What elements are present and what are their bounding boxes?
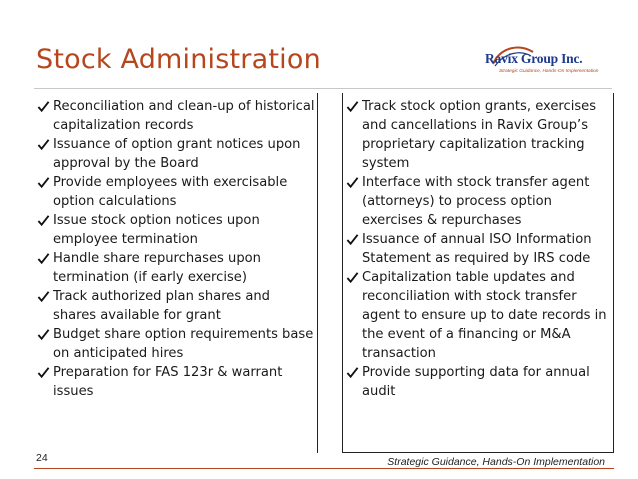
list-item xyxy=(36,287,317,325)
checkmark-icon xyxy=(346,176,359,189)
checkmark-icon xyxy=(37,252,50,265)
list-item xyxy=(36,211,317,249)
list-item xyxy=(36,363,317,401)
checkmark-icon xyxy=(37,214,50,227)
list-item-text: Capitalization table updates and reconciliation with stock transfer agent to ensure up to date records in the event of a financing or M&A transaction xyxy=(362,270,607,361)
logo-name: Ravix Group Inc. xyxy=(485,51,583,66)
bottom-divider xyxy=(34,468,614,469)
list-item-text: Reconciliation and clean-up of historical capitalization records xyxy=(53,99,315,133)
checkmark-icon xyxy=(37,328,50,341)
slide-title: Stock Administration xyxy=(36,44,321,75)
checkmark-icon xyxy=(346,233,359,246)
list-item xyxy=(36,249,317,287)
list-item xyxy=(345,173,607,230)
list-item xyxy=(345,230,607,268)
checkmark-icon xyxy=(37,138,50,151)
checkmark-icon xyxy=(37,176,50,189)
checkmark-icon xyxy=(37,100,50,113)
right-list xyxy=(343,93,613,401)
checkmark-icon xyxy=(37,366,50,379)
list-item-text: Track authorized plan shares and shares available for grant xyxy=(53,289,270,323)
list-item-text: Issuance of option grant notices upon approval by the Board xyxy=(53,137,301,171)
checkmark-icon xyxy=(346,100,359,113)
list-item-text: Track stock option grants, exercises and cancellations in Ravix Group’s proprietary capitalization tracking system xyxy=(362,99,597,171)
checkmark-icon xyxy=(37,290,50,303)
checkmark-icon xyxy=(346,366,359,379)
list-item-text: Handle share repurchases upon termination (if early exercise) xyxy=(53,251,261,285)
list-item xyxy=(345,268,607,363)
company-logo xyxy=(477,38,623,78)
list-item-text: Issuance of annual ISO Information Statement as required by IRS code xyxy=(362,232,592,266)
list-item xyxy=(36,173,317,211)
list-item xyxy=(36,325,317,363)
logo-tagline: Strategic Guidance, Hands-On Implementation xyxy=(499,69,599,74)
list-item-text: Provide supporting data for annual audit xyxy=(362,365,590,399)
page-number: 24 xyxy=(36,452,48,464)
left-column xyxy=(34,93,318,453)
list-item xyxy=(345,363,607,401)
list-item-text: Issue stock option notices upon employee termination xyxy=(53,213,260,247)
list-item-text: Preparation for FAS 123r & warrant issues xyxy=(53,365,283,399)
left-list xyxy=(34,93,317,401)
top-divider xyxy=(34,88,612,89)
list-item-text: Provide employees with exercisable option calculations xyxy=(53,175,288,209)
list-item xyxy=(36,135,317,173)
list-item xyxy=(36,97,317,135)
list-item-text: Interface with stock transfer agent (attorneys) to process option exercises & repurchases xyxy=(362,175,590,228)
list-item xyxy=(345,97,607,173)
list-item-text: Budget share option requirements base on anticipated hires xyxy=(53,327,314,361)
footer-tagline: Strategic Guidance, Hands-On Implementation xyxy=(387,456,605,468)
right-column xyxy=(342,93,614,453)
checkmark-icon xyxy=(346,271,359,284)
